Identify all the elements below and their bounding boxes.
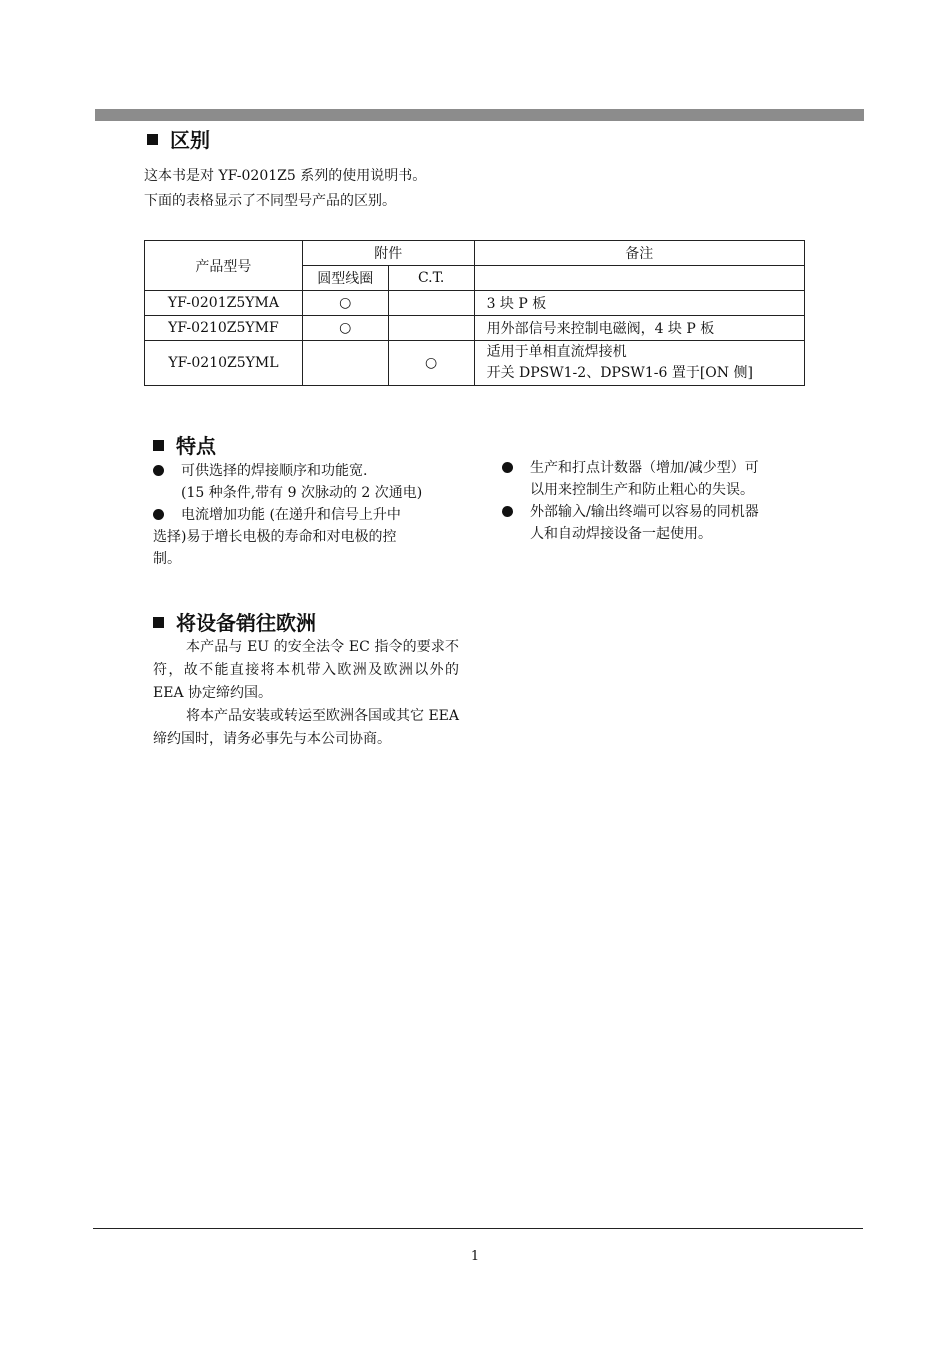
subheader-coil: 圆型线圈: [302, 266, 388, 291]
ct-cell: ○: [388, 341, 474, 386]
model-cell: YF-0210Z5YML: [145, 341, 303, 386]
table-header-row: [145, 241, 805, 266]
footer-divider: [93, 1228, 863, 1229]
bullet-dot-icon: [502, 462, 513, 473]
note-line-1: 适用于单相直流焊接机: [486, 344, 627, 360]
section-title: 将设备销往欧洲: [176, 611, 316, 635]
square-bullet-icon: [147, 134, 158, 145]
square-bullet-icon: [153, 617, 164, 628]
list-item: [502, 457, 812, 501]
section-heading-europe: [153, 611, 316, 635]
feature-text: 电流增加功能 (在递升和信号上升中: [181, 507, 401, 523]
header-bar: [95, 109, 864, 121]
coil-cell: ○: [302, 316, 388, 341]
bullet-dot-icon: [502, 506, 513, 517]
table-row: [145, 291, 805, 316]
header-note: 备注: [474, 241, 804, 266]
model-cell: YF-0201Z5YMA: [145, 291, 303, 316]
list-item: [153, 504, 463, 526]
feature-text: 制。: [153, 551, 181, 567]
header-accessory: 附件: [302, 241, 474, 266]
features-left-list: [153, 460, 463, 570]
feature-text: (15 种条件,带有 9 次脉动的 2 次通电): [181, 485, 423, 501]
note-cell: [474, 341, 804, 386]
europe-notice: [153, 636, 459, 751]
europe-paragraph-2: 将本产品安装或转运至欧洲各国或其它 EEA 缔约国时，请务必事先与本公司协商。: [153, 708, 459, 747]
ct-cell: [388, 291, 474, 316]
table-row: [145, 341, 805, 386]
note-line-2: 开关 DPSW1-2、DPSW1-6 置于[ON 侧]: [486, 365, 753, 381]
section-heading-features: [153, 434, 216, 458]
page-number: 1: [470, 1249, 480, 1264]
coil-cell: ○: [302, 291, 388, 316]
feature-text: 外部输入/输出终端可以容易的同机器: [530, 504, 759, 520]
feature-text: 可供选择的焊接顺序和功能宽.: [181, 463, 368, 479]
bullet-dot-icon: [153, 465, 164, 476]
intro-line-2: 下面的表格显示了不同型号产品的区别。: [144, 193, 396, 209]
table-row: [145, 316, 805, 341]
coil-cell: [302, 341, 388, 386]
note-cell: 3 块 P 板: [474, 291, 804, 316]
note-cell: 用外部信号来控制电磁阀，4 块 P 板: [474, 316, 804, 341]
intro-line-1: 这本书是对 YF-0201Z5 系列的使用说明书。: [144, 168, 427, 184]
model-cell: YF-0210Z5YMF: [145, 316, 303, 341]
header-model: 产品型号: [145, 241, 303, 291]
bullet-dot-icon: [153, 509, 164, 520]
square-bullet-icon: [153, 440, 164, 451]
feature-text: 生产和打点计数器（增加/减少型）可: [530, 460, 759, 476]
list-item: [502, 501, 812, 545]
subheader-ct: C.T.: [388, 266, 474, 291]
features-right-list: [502, 457, 812, 545]
feature-text: 选择)易于增长电极的寿命和对电极的控: [153, 529, 397, 545]
europe-paragraph-1: 本产品与 EU 的安全法令 EC 指令的要求不符，故不能直接将本机带入欧洲及欧洲以外的 EEA 协定缔约国。: [153, 639, 459, 701]
list-item: [153, 460, 463, 504]
model-comparison-table: [144, 240, 805, 386]
subheader-note-empty: [474, 266, 804, 291]
section-title: 区别: [170, 128, 210, 152]
section-title: 特点: [176, 434, 216, 458]
feature-text: 人和自动焊接设备一起使用。: [530, 526, 712, 542]
section-heading-difference: [147, 128, 210, 152]
ct-cell: [388, 316, 474, 341]
feature-text: 以用来控制生产和防止粗心的失误。: [530, 482, 754, 498]
